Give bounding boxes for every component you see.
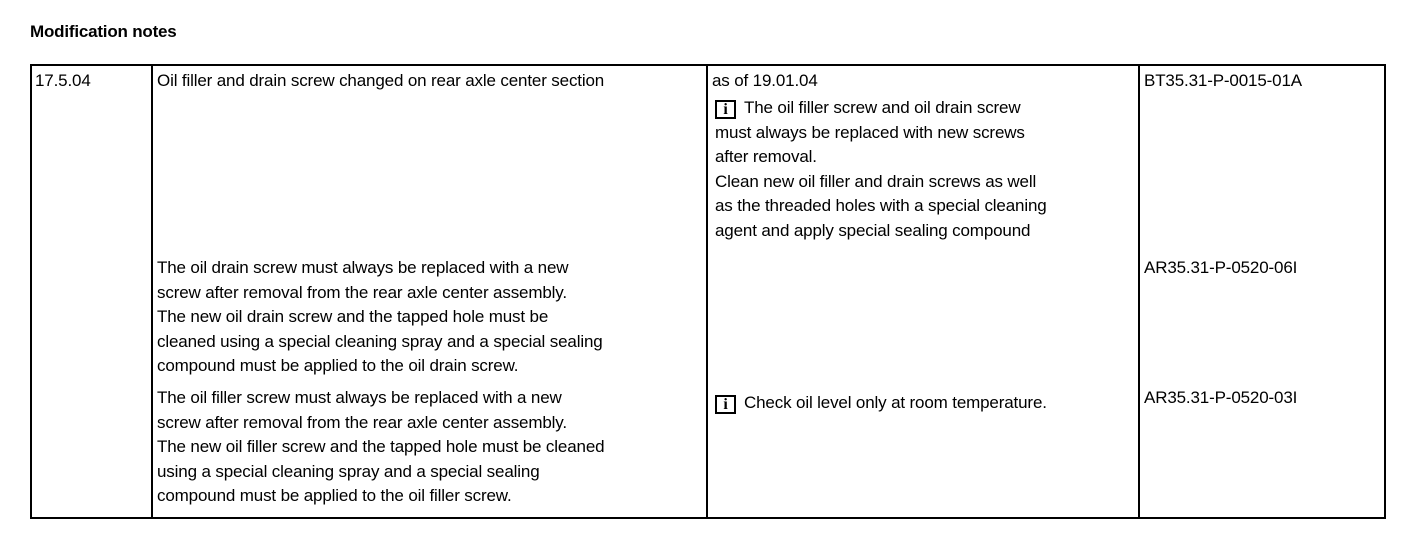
row-2-description: The oil drain screw must always be replaced with a new screw after removal from the rear axle center assembly. The new oil drain screw and the tapped hole must be cleaned using a special cleaning spray and a special sealing compound must be applied to the oil drain screw.: [157, 258, 603, 375]
row-1-note: [715, 96, 1047, 243]
row-3-note-text: Check oil level only at room temperature.: [744, 393, 1047, 412]
row-1-date: 17.5.04: [35, 71, 91, 90]
page-title: Modification notes: [30, 22, 177, 41]
row-1-validity: as of 19.01.04: [712, 71, 818, 90]
row-3-reference: AR35.31-P-0520-03I: [1144, 388, 1298, 407]
row-3-note: [715, 391, 1047, 416]
column-divider: [706, 66, 708, 517]
info-icon: i: [715, 395, 736, 414]
column-divider: [1138, 66, 1140, 517]
column-divider: [151, 66, 153, 517]
modification-notes-table: [30, 64, 1386, 519]
row-1-reference: BT35.31-P-0015-01A: [1144, 71, 1302, 90]
row-2-reference: AR35.31-P-0520-06I: [1144, 258, 1298, 277]
row-1-description: Oil filler and drain screw changed on rear axle center section: [157, 71, 605, 90]
row-3-description: The oil filler screw must always be replaced with a new screw after removal from the rear axle center assembly. The new oil filler screw and the tapped hole must be cleaned using a special cleaning spray and a special sealing compound must be applied to the oil filler screw.: [157, 388, 605, 505]
row-1-note-text: The oil filler screw and oil drain screw must always be replaced with new screws after removal. Clean new oil filler and drain screws as well as the threaded holes with a special cleaning agent and apply special sealing compound: [715, 98, 1047, 240]
info-icon: i: [715, 100, 736, 119]
